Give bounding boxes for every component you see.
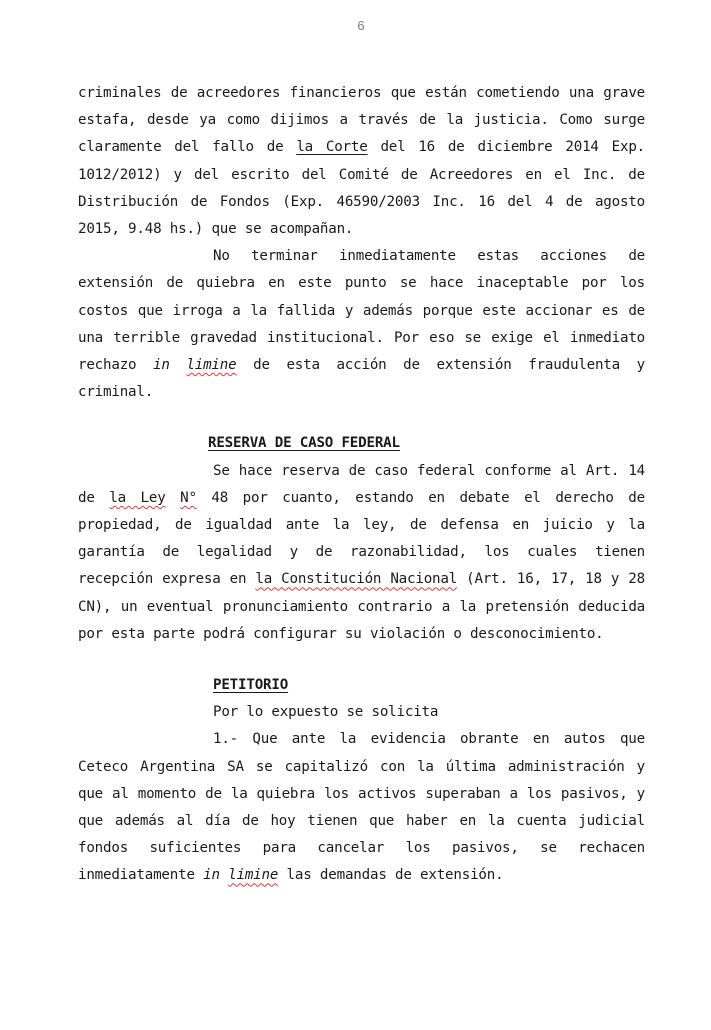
paragraph-5	[78, 726, 645, 889]
document-body	[78, 80, 645, 890]
ref-la-ley: la Ley	[109, 489, 166, 506]
ref-constitucion-nacional: la Constitución Nacional	[255, 571, 458, 588]
latin-limine-2: limine	[228, 867, 279, 884]
page-number: 6	[357, 18, 365, 33]
paragraph-2-text-b: de esta acción de extensión fraudulenta y criminal.	[78, 357, 645, 401]
paragraph-4: Por lo expuesto se solicita	[213, 704, 439, 721]
heading-petitorio: PETITORIO	[213, 677, 289, 694]
paragraph-2-text-a: No terminar inmediatamente estas acciones de extensión de quiebra en este punto se hace inaceptable por los costos que irroga a la fallida y además porque este accionar es de una terrible gravedad institucional. Por eso se exige el inmediato rechazo	[78, 248, 645, 374]
paragraph-3-text-a: Se hace reserva de caso federal conforme al Art. 14 de	[78, 462, 645, 506]
latin-in: in	[153, 357, 170, 374]
paragraph-2	[78, 243, 645, 406]
paragraph-1-text-b: del 16 de diciembre 2014 Exp. 1012/2012) y del escrito del Comité de Acreedores en el Inc. de Distribución de Fondos (Exp. 46590/2003 Inc. 16 del 4 de agosto 2015, 9.48 hs.) que se acompañan.	[78, 139, 645, 238]
paragraph-1	[78, 80, 645, 243]
paragraph-3-space	[166, 490, 181, 506]
paragraph-1-text-a: criminales de acreedores financieros que están cometiendo una grave estafa, desde ya como dijimos a través de la justicia. Como surge claramente del fallo de	[78, 85, 645, 156]
paragraph-3	[78, 458, 645, 648]
latin-limine: limine	[186, 357, 237, 374]
latin-in-2: in	[203, 867, 220, 884]
ref-la-corte: la Corte	[296, 139, 368, 156]
paragraph-3-text-b: 48 por cuanto, estando en debate el derecho de propiedad, de igualdad ante la ley, de defensa en juicio y la garantía de legalidad y de razonabilidad, los cuales tienen recepción expresa en	[78, 489, 645, 588]
ref-numero: N°	[180, 489, 197, 506]
paragraph-3-text-c: (Art. 16, 17, 18 y 28 CN), un eventual pronunciamiento contrario a la pretensión deducida por esta parte podrá configurar su violación o desconocimiento.	[78, 571, 645, 642]
paragraph-5-text-b: las demandas de extensión.	[278, 867, 504, 884]
paragraph-5-text-a: 1.- Que ante la evidencia obrante en autos que Ceteco Argentina SA se capitalizó con la última administración y que al momento de la quiebra los activos superaban a los pasivos, y que además al día de hoy tienen que haber en la cuenta judicial fondos suficientes para cancelar los pasivos, se rechacen inmediatamente	[78, 731, 645, 884]
heading-reserva-caso-federal: RESERVA DE CASO FEDERAL	[208, 435, 400, 452]
